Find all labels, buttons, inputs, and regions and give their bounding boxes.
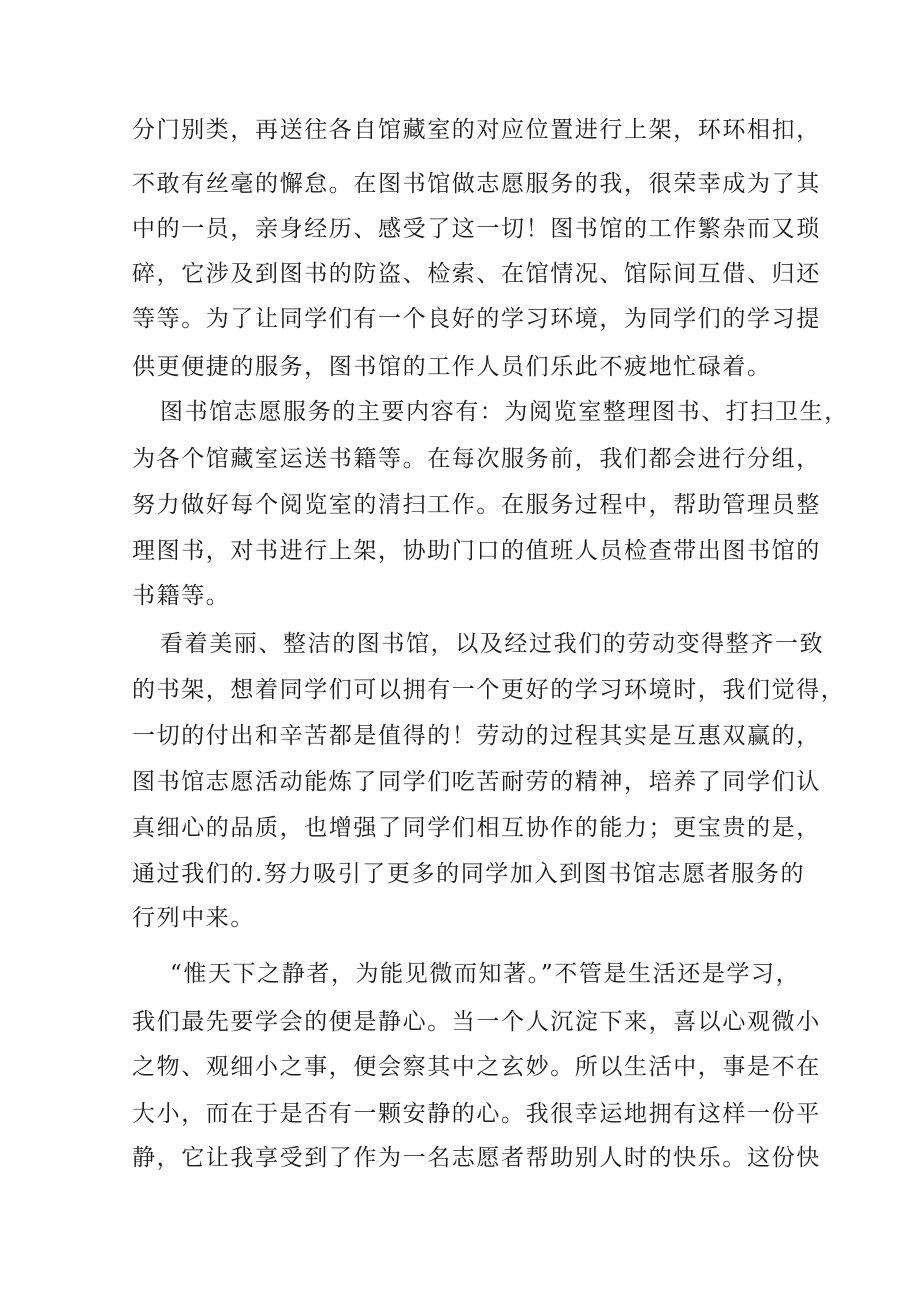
text-line: 真细心的品质，也增强了同学们相互协作的能力；更宝贵的是， xyxy=(132,815,821,841)
text-line: 行列中来。 xyxy=(132,905,255,931)
text-line: 之物、观细小之事，便会察其中之玄妙。所以生活中，事是不在 xyxy=(132,1054,821,1080)
text-line: 等等。为了让同学们有一个良好的学习环境，为同学们的学习提 xyxy=(132,306,821,332)
text-line: 我们最先要学会的便是静心。当一个人沉淀下来，喜以心观微小 xyxy=(132,1009,821,1035)
text-line: “惟天下之静者，为能见微而知著。”不管是生活还是学习， xyxy=(170,961,801,987)
text-line: 一切的付出和辛苦都是值得的！劳动的过程其实是互惠双赢的， xyxy=(132,723,821,749)
text-line: 供更便捷的服务，图书馆的工作人员们乐此不疲地忙碌着。 xyxy=(132,354,772,380)
text-line: 看着美丽、整洁的图书馆，以及经过我们的劳动变得整齐一致 xyxy=(160,631,825,657)
text-line: 碎，它涉及到图书的防盗、检索、在馆情况、馆际间互借、归还 xyxy=(132,261,821,287)
text-line: 图书馆志愿服务的主要内容有：为阅览室整理图书、打扫卫生， xyxy=(160,399,849,425)
text-line: 为各个馆藏室运送书籍等。在每次服务前，我们都会进行分组， xyxy=(132,446,821,472)
text-line: 努力做好每个阅览室的清扫工作。在服务过程中，帮助管理员整 xyxy=(132,492,821,518)
text-line: 分门别类，再送往各自馆藏室的对应位置进行上架，环环相扣， xyxy=(132,117,821,143)
text-line: 书籍等。 xyxy=(132,583,231,609)
text-line: 中的一员，亲身经历、感受了这一切！图书馆的工作繁杂而又琐 xyxy=(132,216,821,242)
text-line: 大小，而在于是否有一颗安静的心。我很幸运地拥有这样一份平 xyxy=(132,1101,821,1127)
text-line: 理图书，对书进行上架，协助门口的值班人员检查带出图书馆的 xyxy=(132,538,821,564)
text-line: 图书馆志愿活动能炼了同学们吃苦耐劳的精神，培养了同学们认 xyxy=(132,769,821,795)
text-line: 通过我们的.努力吸引了更多的同学加入到图书馆志愿者服务的 xyxy=(132,861,806,887)
text-line: 静，它让我享受到了作为一名志愿者帮助别人时的快乐。这份快 xyxy=(132,1145,821,1171)
text-line: 的书架，想着同学们可以拥有一个更好的学习环境时，我们觉得， xyxy=(132,677,846,703)
text-line: 不敢有丝毫的懈怠。在图书馆做志愿服务的我，很荣幸成为了其 xyxy=(132,171,821,197)
